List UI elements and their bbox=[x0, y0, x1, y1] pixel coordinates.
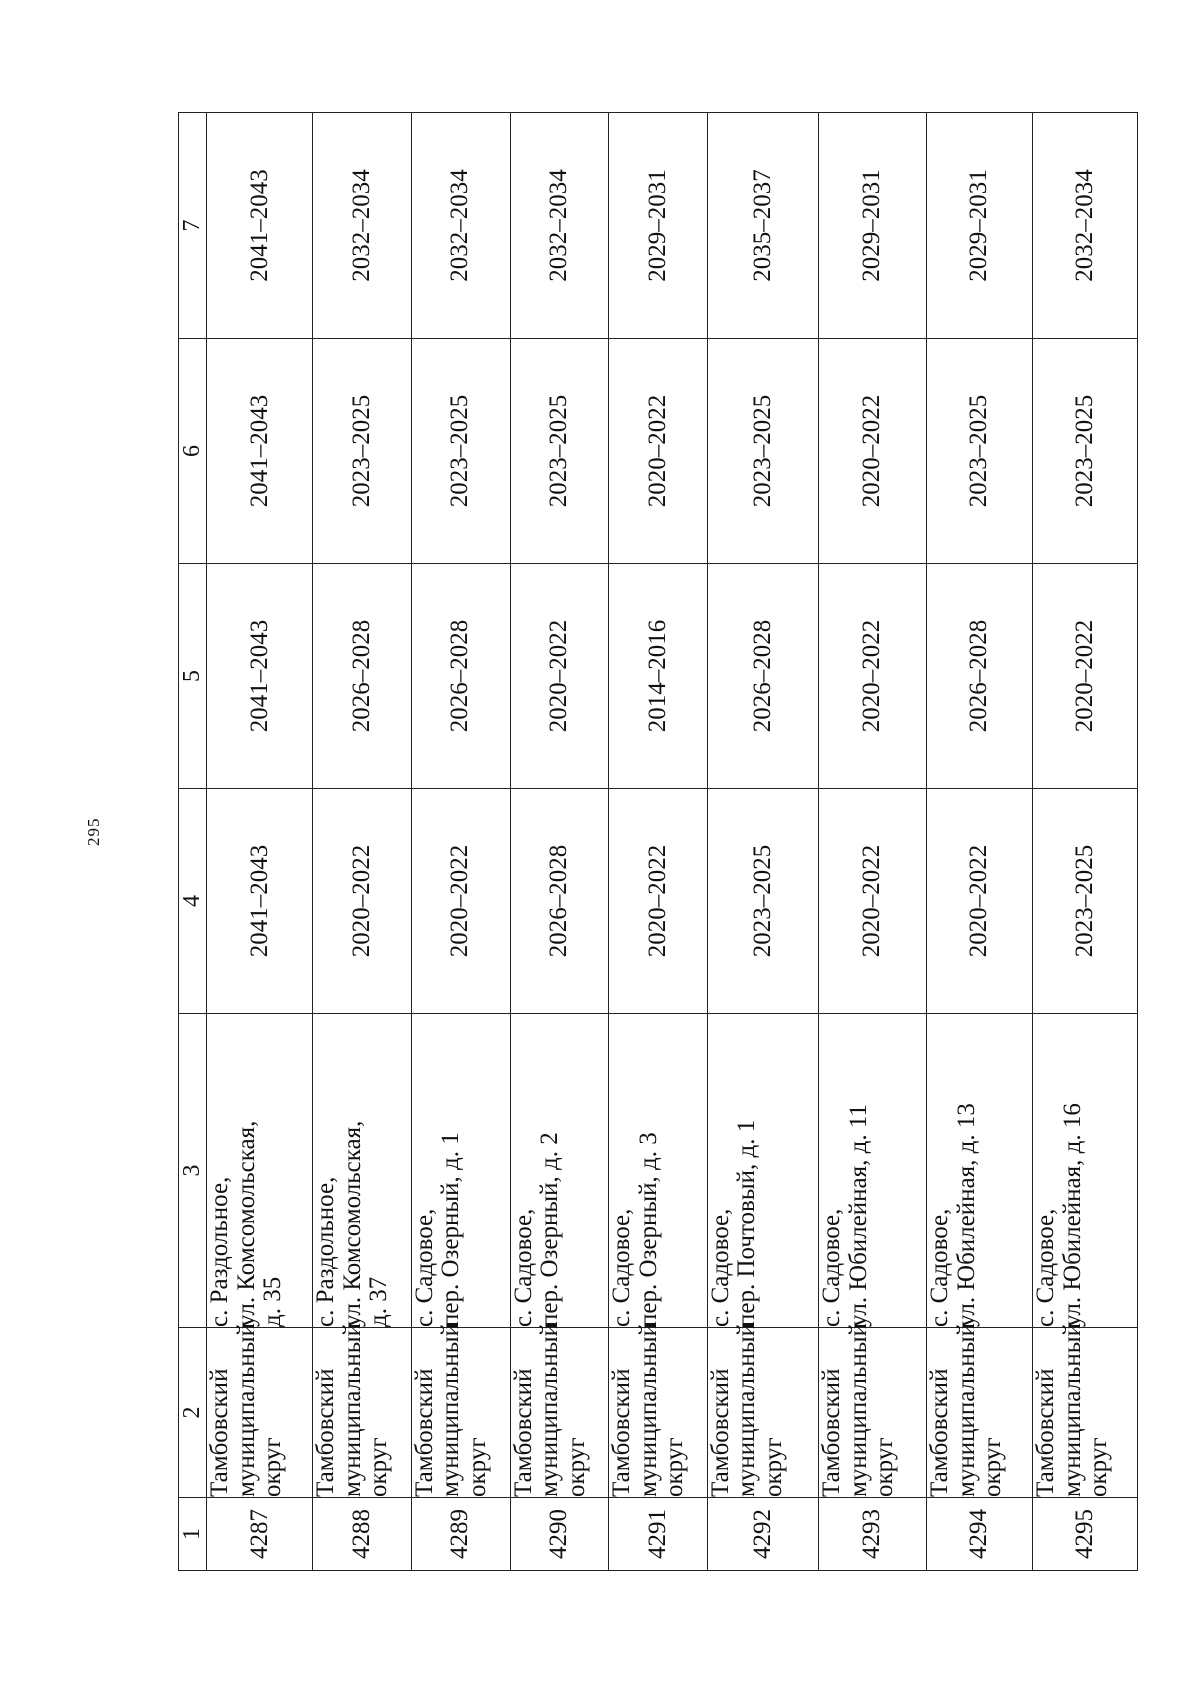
district-line: округ bbox=[1085, 1437, 1113, 1497]
district-line: муниципальный bbox=[1058, 1323, 1086, 1497]
column-number-2: 2 bbox=[179, 1328, 207, 1498]
column-number-1: 1 bbox=[179, 1498, 207, 1571]
address-line: с. Садовое, bbox=[818, 1208, 846, 1327]
address-cell bbox=[411, 1014, 510, 1328]
period-cell-col7: 2029–2031 bbox=[927, 113, 1033, 339]
address-cell bbox=[313, 1014, 412, 1328]
table-row bbox=[819, 113, 927, 1571]
district-cell bbox=[206, 1323, 313, 1498]
period-cell-col5: 2014–2016 bbox=[609, 564, 708, 789]
district-line: Тамбовский bbox=[926, 1368, 954, 1497]
district-cell bbox=[1032, 1323, 1138, 1498]
period-cell-col7: 2032–2034 bbox=[313, 113, 412, 339]
period-cell-col7: 2041–2043 bbox=[207, 113, 313, 339]
row-number-cell: 4295 bbox=[1033, 1498, 1138, 1571]
address-line: пер. Озерный, д. 3 bbox=[634, 1132, 662, 1327]
district-line: муниципальный bbox=[733, 1323, 761, 1497]
period-cell-col6: 2023–2025 bbox=[1033, 339, 1138, 564]
district-line: муниципальный bbox=[536, 1323, 564, 1497]
row-number-cell: 4294 bbox=[927, 1498, 1033, 1571]
period-cell-col7: 2029–2031 bbox=[609, 113, 708, 339]
column-number-4: 4 bbox=[179, 789, 207, 1014]
district-line: Тамбовский bbox=[608, 1368, 636, 1497]
rotated-table-container bbox=[178, 113, 1138, 1571]
address-cell bbox=[707, 1014, 818, 1328]
row-number-cell: 4292 bbox=[707, 1498, 818, 1571]
table-row bbox=[313, 113, 412, 1571]
period-cell-col6: 2023–2025 bbox=[927, 339, 1033, 564]
table-row bbox=[707, 113, 818, 1571]
period-cell-col5: 2026–2028 bbox=[313, 564, 412, 789]
address-line: с. Раздольное, bbox=[206, 1176, 234, 1327]
row-number-cell: 4289 bbox=[411, 1498, 510, 1571]
district-line: Тамбовский bbox=[410, 1368, 438, 1497]
address-line: ул. Юбилейная, д. 11 bbox=[844, 1104, 872, 1327]
address-line: ул. Комсомольская, bbox=[338, 1120, 366, 1327]
page-number: 295 bbox=[84, 817, 103, 846]
period-cell-col5: 2020–2022 bbox=[510, 564, 609, 789]
district-line: муниципальный bbox=[634, 1323, 662, 1497]
address-line: пер. Озерный, д. 2 bbox=[536, 1132, 564, 1327]
period-cell-col4: 2023–2025 bbox=[1033, 789, 1138, 1014]
address-line: с. Садовое, bbox=[1032, 1208, 1060, 1327]
period-cell-col5: 2020–2022 bbox=[819, 564, 927, 789]
period-cell-col5: 2026–2028 bbox=[411, 564, 510, 789]
column-number-3: 3 bbox=[179, 1014, 207, 1328]
period-cell-col6: 2020–2022 bbox=[819, 339, 927, 564]
row-number-cell: 4293 bbox=[819, 1498, 927, 1571]
column-number-header-row bbox=[179, 113, 207, 1571]
period-cell-col7: 2032–2034 bbox=[1033, 113, 1138, 339]
district-line: Тамбовский bbox=[206, 1368, 234, 1497]
row-number-cell: 4290 bbox=[510, 1498, 609, 1571]
district-line: округ bbox=[759, 1437, 787, 1497]
district-cell bbox=[608, 1323, 708, 1498]
address-line: с. Садовое, bbox=[926, 1208, 954, 1327]
address-cell bbox=[819, 1014, 927, 1328]
district-line: Тамбовский bbox=[312, 1368, 340, 1497]
district-cell bbox=[706, 1323, 818, 1498]
period-cell-col6: 2041–2043 bbox=[207, 339, 313, 564]
address-cell bbox=[207, 1014, 313, 1328]
period-cell-col4: 2020–2022 bbox=[411, 789, 510, 1014]
district-line: Тамбовский bbox=[1032, 1368, 1060, 1497]
row-number-cell: 4288 bbox=[313, 1498, 412, 1571]
period-cell-col5: 2041–2043 bbox=[207, 564, 313, 789]
period-cell-col6: 2023–2025 bbox=[510, 339, 609, 564]
address-line: с. Садовое, bbox=[706, 1208, 734, 1327]
table-row bbox=[207, 113, 313, 1571]
district-cell bbox=[818, 1323, 927, 1498]
district-cell bbox=[509, 1323, 609, 1498]
address-line: ул. Юбилейная, д. 13 bbox=[952, 1103, 980, 1327]
district-line: муниципальный bbox=[844, 1323, 872, 1497]
address-cell bbox=[1033, 1014, 1138, 1328]
address-line: с. Раздольное, bbox=[312, 1176, 340, 1327]
district-line: Тамбовский bbox=[818, 1368, 846, 1497]
district-line: муниципальный bbox=[338, 1323, 366, 1497]
district-cell bbox=[926, 1323, 1033, 1498]
column-number-7: 7 bbox=[179, 113, 207, 339]
district-line: округ bbox=[661, 1437, 689, 1497]
address-line: пер. Озерный, д. 1 bbox=[437, 1132, 465, 1327]
period-cell-col5: 2026–2028 bbox=[927, 564, 1033, 789]
period-cell-col4: 2041–2043 bbox=[207, 789, 313, 1014]
period-cell-col4: 2026–2028 bbox=[510, 789, 609, 1014]
district-line: муниципальный bbox=[437, 1323, 465, 1497]
district-line: округ bbox=[562, 1437, 590, 1497]
column-number-5: 5 bbox=[179, 564, 207, 789]
period-cell-col6: 2020–2022 bbox=[609, 339, 708, 564]
address-cell bbox=[510, 1014, 609, 1328]
district-line: Тамбовский bbox=[509, 1368, 537, 1497]
district-line: округ bbox=[463, 1437, 491, 1497]
district-line: округ bbox=[979, 1437, 1007, 1497]
address-line: с. Садовое, bbox=[509, 1208, 537, 1327]
table-row bbox=[411, 113, 510, 1571]
period-cell-col4: 2020–2022 bbox=[819, 789, 927, 1014]
period-cell-col7: 2032–2034 bbox=[411, 113, 510, 339]
address-cell bbox=[609, 1014, 708, 1328]
table-row bbox=[927, 113, 1033, 1571]
district-cell bbox=[410, 1323, 510, 1498]
address-line: пер. Почтовый, д. 1 bbox=[733, 1119, 761, 1327]
column-number-6: 6 bbox=[179, 339, 207, 564]
address-line: ул. Юбилейная, д. 16 bbox=[1058, 1103, 1086, 1327]
district-line: Тамбовский bbox=[706, 1368, 734, 1497]
address-line: с. Садовое, bbox=[608, 1208, 636, 1327]
period-cell-col4: 2020–2022 bbox=[927, 789, 1033, 1014]
period-cell-col4: 2023–2025 bbox=[707, 789, 818, 1014]
period-cell-col5: 2026–2028 bbox=[707, 564, 818, 789]
period-cell-col4: 2020–2022 bbox=[609, 789, 708, 1014]
period-cell-col5: 2020–2022 bbox=[1033, 564, 1138, 789]
address-cell bbox=[927, 1014, 1033, 1328]
period-cell-col4: 2020–2022 bbox=[313, 789, 412, 1014]
address-line: с. Садовое, bbox=[410, 1208, 438, 1327]
row-number-cell: 4291 bbox=[609, 1498, 708, 1571]
register-table bbox=[178, 112, 1138, 1571]
period-cell-col7: 2035–2037 bbox=[707, 113, 818, 339]
period-cell-col6: 2023–2025 bbox=[313, 339, 412, 564]
period-cell-col7: 2029–2031 bbox=[819, 113, 927, 339]
district-line: округ bbox=[365, 1437, 393, 1497]
table-body bbox=[179, 113, 1138, 1571]
address-line: ул. Комсомольская, bbox=[232, 1120, 260, 1327]
period-cell-col7: 2032–2034 bbox=[510, 113, 609, 339]
table-row bbox=[1033, 113, 1138, 1571]
address-line: д. 35 bbox=[259, 1276, 287, 1327]
district-line: муниципальный bbox=[232, 1323, 260, 1497]
row-number-cell: 4287 bbox=[207, 1498, 313, 1571]
district-cell bbox=[312, 1323, 412, 1498]
district-line: округ bbox=[871, 1437, 899, 1497]
district-line: округ bbox=[259, 1437, 287, 1497]
period-cell-col6: 2023–2025 bbox=[707, 339, 818, 564]
table-row bbox=[510, 113, 609, 1571]
period-cell-col6: 2023–2025 bbox=[411, 339, 510, 564]
table-row bbox=[609, 113, 708, 1571]
district-line: муниципальный bbox=[952, 1323, 980, 1497]
address-line: д. 37 bbox=[365, 1276, 393, 1327]
